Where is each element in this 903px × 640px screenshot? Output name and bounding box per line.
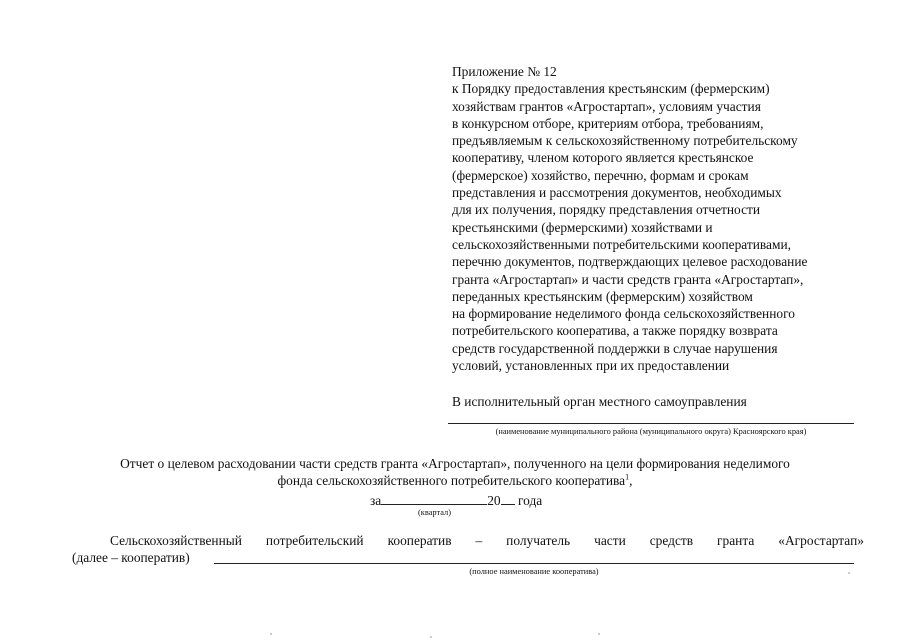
report-title xyxy=(60,455,850,489)
report-title-line2-end: , xyxy=(629,473,633,488)
appendix-line: предъявляемым к сельскохозяйственному потребительскому xyxy=(452,133,798,149)
appendix-header xyxy=(452,63,872,374)
coop-word: потребительский xyxy=(265,533,364,548)
appendix-line: переданных крестьянским (фермерским) хозяйством xyxy=(452,288,753,304)
appendix-line: в конкурсном отборе, критериям отбора, требованиям, xyxy=(452,115,764,131)
appendix-line: на формирование неделимого фонда сельскохозяйственного xyxy=(452,306,795,322)
quarter-field[interactable] xyxy=(381,491,487,505)
cooperative-name-field[interactable] xyxy=(214,563,854,564)
year-field[interactable] xyxy=(501,491,515,505)
coop-word: средств xyxy=(649,533,694,548)
period-suffix: года xyxy=(517,493,543,508)
appendix-line: (фермерское) хозяйство, перечню, формам и срокам xyxy=(452,167,749,183)
appendix-line: средств государственной поддержки в случае нарушения xyxy=(452,340,778,356)
cooperative-line xyxy=(110,532,864,549)
appendix-line: потребительского кооператива, а также порядку возврата xyxy=(452,323,778,339)
coop-word: Сельскохозяйственный xyxy=(110,533,242,548)
addressee-fill-line[interactable] xyxy=(448,423,854,424)
appendix-line: перечню документов, подтверждающих целевое расходование xyxy=(452,254,808,270)
report-title-line1: Отчет о целевом расходовании части средств гранта «Агростартап», полученного на цели формирования неделимого xyxy=(120,456,790,471)
appendix-line: хозяйствам грантов «Агростартап», условиям участия xyxy=(452,98,761,114)
scan-speck xyxy=(848,572,850,574)
appendix-line: представления и рассмотрения документов, необходимых xyxy=(452,185,782,201)
footnote-mark: 1 xyxy=(625,472,630,482)
scan-speck xyxy=(598,633,600,635)
appendix-line: гранта «Агростартап» и части средств гранта «Агростартап», xyxy=(452,271,804,287)
scan-speck xyxy=(270,633,272,635)
report-title-line2-text: фонда сельскохозяйственного потребительского кооператива xyxy=(277,473,626,488)
cooperative-short-name: (далее – кооператив) xyxy=(72,550,190,565)
coop-word: части xyxy=(594,533,626,548)
appendix-line: для их получения, порядку представления отчетности xyxy=(452,202,761,218)
coop-word: – xyxy=(475,533,483,548)
coop-word: кооператив xyxy=(387,533,452,548)
coop-word: получатель xyxy=(506,533,571,548)
quarter-caption: (квартал) xyxy=(418,508,452,517)
appendix-line: к Порядку предоставления крестьянским (фермерским) xyxy=(452,81,770,97)
report-title-line2 xyxy=(60,472,850,489)
appendix-line: Приложение № 12 xyxy=(452,64,557,79)
coop-word: гранта xyxy=(717,533,755,548)
addressee-caption: (наименование муниципального района (муниципального округа) Красноярского края) xyxy=(495,427,807,436)
period-prefix: за xyxy=(370,493,382,508)
appendix-line: кооперативу, членом которого является крестьянское xyxy=(452,150,754,166)
scan-speck xyxy=(430,636,432,638)
appendix-line: сельскохозяйственными потребительскими кооперативами, xyxy=(452,236,791,252)
report-period xyxy=(370,491,542,509)
period-year-prefix: 20 xyxy=(487,493,501,508)
appendix-line: крестьянскими (фермерскими) хозяйствами и xyxy=(452,219,713,235)
coop-word: «Агростартап» xyxy=(778,533,864,548)
cooperative-caption: (полное наименование кооператива) xyxy=(469,567,599,576)
appendix-line: условий, установленных при их предоставлении xyxy=(452,358,730,374)
addressee-text: В исполнительный орган местного самоуправления xyxy=(452,394,747,409)
